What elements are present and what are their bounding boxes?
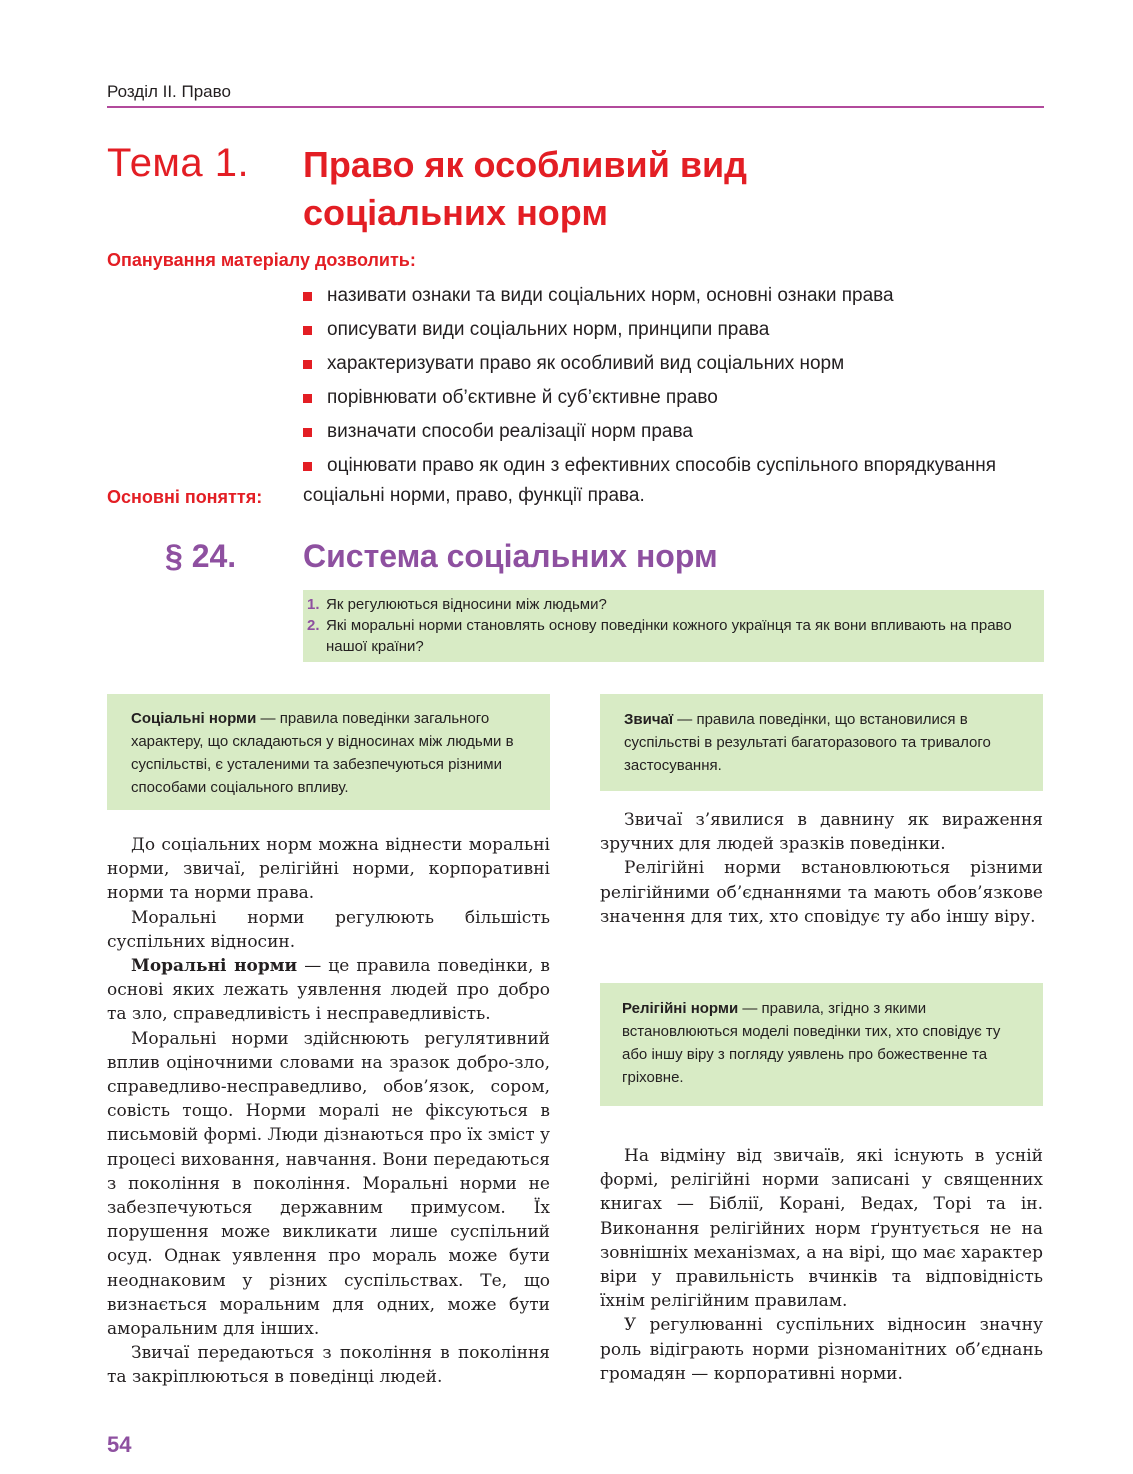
bullet-square-icon — [303, 292, 312, 301]
definition-term: Релігійні норми — [622, 1000, 739, 1017]
bullet-square-icon — [303, 360, 312, 369]
question-number: 2. — [307, 617, 320, 634]
question-item — [307, 615, 1034, 657]
objective-item: визначати способи реалізації норм права — [303, 418, 996, 452]
right-column-text-top — [600, 808, 1043, 929]
definition-box-customs — [600, 694, 1043, 791]
objectives-heading: Опанування матеріалу дозволить: — [107, 250, 416, 270]
objectives-list — [303, 282, 996, 486]
topic-title-line-2: соціальних норм — [303, 192, 608, 233]
objective-item: оцінювати право як один з ефективних способів суспільного впорядкування — [303, 452, 996, 486]
body-paragraph: Релігійні норми встановлюються різними релігійними об’єднаннями та мають обов’язкове значення для тих, хто сповідує ту або іншу віру. — [600, 858, 1043, 927]
bullet-square-icon — [303, 462, 312, 471]
objective-item: порівнювати об’єктивне й суб’єктивне право — [303, 384, 996, 418]
body-paragraph: До соціальних норм можна віднести моральні норми, звичаї, релігійні норми, корпоративні норми та норми права. — [107, 835, 550, 904]
question-number: 1. — [307, 596, 320, 613]
definition-term: Звичаї — [624, 711, 674, 728]
objective-item: характеризувати право як особливий вид соціальних норм — [303, 350, 996, 384]
definition-text: — правила, згідно з якими встановлюються моделі поведінки тих, хто сповідує ту або іншу віру з погляду уявлень про божественне та гріховне. — [622, 1000, 1001, 1086]
right-column-text-bottom — [600, 1144, 1043, 1386]
topic-label: Тема 1. — [107, 141, 250, 185]
bullet-square-icon — [303, 428, 312, 437]
body-paragraph: Моральні норми здійснюють регулятивний вплив оціночними словами на зразок добро-зло, справедливо-несправедливо, обов’язок, сором, совість тощо. Норми моралі не фіксуються в письмовій формі. Люди дізнаються про їх зміст у процесі виховання, навчання. Вони передаються з покоління в покоління. Моральні норми не забезпечуються державним примусом. Їх порушення може викликати лише суспільний осуд. Однак уявлення про мораль може бути неоднаковим у різних суспільствах. Те, що визнається моральним для одних, може бути аморальним для інших. — [107, 1028, 551, 1340]
body-paragraph: На відміну від звичаїв, які існують в усній формі, релігійні норми записані у священних книгах — Біблії, Корані, Ведах, Торі та ін. Виконання релігійних норм ґрунтується не на зовнішніх механізмах, а на вірі, що має характер віри у правильність вчинків та відповідність їхнім релігійним правилам. — [600, 1146, 1043, 1312]
body-paragraph: Моральні норми — це правила поведінки, в основі яких лежать уявлення людей про добро та зло, справедливість і несправедливість. — [107, 956, 551, 1025]
topic-title — [303, 141, 1043, 237]
definition-text: — правила поведінки, що встановилися в суспільстві в результаті багаторазового та тривалого застосування. — [624, 711, 991, 774]
key-concepts-label: Основні поняття: — [107, 487, 263, 507]
body-paragraph: Моральні норми регулюють більшість суспільних відносин. — [107, 907, 550, 952]
header-divider — [107, 106, 1044, 108]
body-paragraph: У регулюванні суспільних відносин значну роль відіграють норми різноманітних об’єднань громадян — корпоративні норми. — [600, 1315, 1043, 1384]
bullet-square-icon — [303, 326, 312, 335]
review-questions-box — [303, 590, 1044, 662]
objective-item: описувати види соціальних норм, принципи права — [303, 316, 996, 350]
topic-title-line-1: Право як особливий вид — [303, 144, 747, 185]
bullet-square-icon — [303, 394, 312, 403]
paragraph-number: § 24. — [165, 538, 237, 574]
definition-box-religious-norms — [600, 983, 1043, 1106]
question-text: Як регулюються відносини між людьми? — [326, 596, 607, 613]
paragraph-title: Система соціальних норм — [303, 538, 718, 574]
body-paragraph: Звичаї передаються з покоління в покоління та закріплюються в поведінці людей. — [107, 1343, 550, 1388]
definition-box-social-norms — [107, 694, 550, 810]
question-text: Які моральні норми становлять основу поведінки кожного українця та як вони впливають на право нашої країни? — [326, 617, 1012, 655]
definition-term: Соціальні норми — [131, 710, 257, 727]
inline-term: Моральні норми — [131, 956, 298, 977]
body-paragraph: Звичаї з’явилися в давнину як вираження зручних для людей зразків поведінки. — [600, 810, 1043, 855]
page-number: 54 — [107, 1432, 132, 1457]
question-item — [307, 594, 1034, 615]
running-header: Розділ ІІ. Право — [107, 82, 231, 101]
definition-text: — правила поведінки загального характеру, що складаються у відносинах між людьми в суспільстві, є усталеними та забезпечуються різними способами соціального впливу. — [131, 710, 514, 796]
key-concepts-text: соціальні норми, право, функції права. — [303, 485, 645, 506]
left-column-text — [107, 833, 550, 1390]
objective-item: називати ознаки та види соціальних норм, основні ознаки права — [303, 282, 996, 316]
